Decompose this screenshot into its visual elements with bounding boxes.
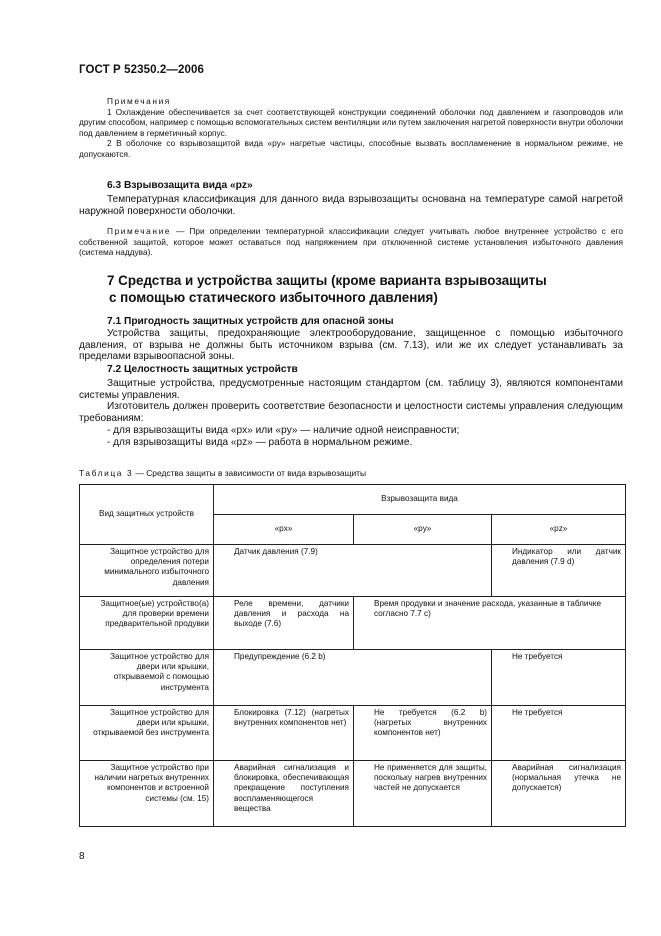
note-text: — При определении температурной классификации следует учитывать любое внутреннее устройство с его собственной защитой, которое может оставаться под напряжением при отключенной системе установления избыточного давления (система наддува).: [79, 226, 623, 258]
note-label: Примечание: [107, 226, 172, 236]
section-7-1-text: Устройства защиты, предохраняющие электрооборудование, защищенное с помощью избыточного давления, от взрыва не должны быть источником взрыва (см. 7.13), или же их следует устанавливать за пределами взрывоопасной зоны.: [79, 328, 623, 363]
note-1: 1 Охлаждение обеспечивается за счет соответствующей конструкции соединений оболочки под давлением и газопроводов или другим способом, например с помощью вспомогательных систем вентиляции или путем заключения нагретой поверхности внутри оболочки под давлением в герметичный корпус.: [79, 106, 623, 138]
section-7-1-heading: 7.1 Пригодность защитных устройств для опасной зоны: [107, 316, 394, 327]
note-2: 2 В оболочке со взрывозащитой вида «py» нагретые частицы, способные вызвать воспламенение в нормальном режиме, не допускаются.: [79, 138, 623, 159]
notes-top: [79, 96, 623, 160]
section-7-2-text: Защитные устройства, предусмотренные настоящим стандартом (см. таблицу 3), являются компонентами системы управления. Изготовитель должен проверить соответствие безопасности и целостности системы управления следующим требованиям: - для взрывозащиты вида «px» или «py» — наличие одной неисправности; - для взрывозащиты вида «pz» — работа в нормальном режиме.: [79, 378, 623, 448]
requirement-item-1: - для взрывозащиты вида «px» или «py» — наличие одной неисправности;: [107, 424, 460, 436]
header-px: «px»: [214, 515, 354, 545]
table-caption: Таблица 3 — Средства защиты в зависимости от вида взрывозащиты: [79, 468, 366, 478]
table-row: Защитное устройство для двери или крышки, открываемой с помощью инструмента Предупреждение (6.2 b) Не требуется: [80, 650, 626, 706]
table-row: Защитное устройство при наличии нагретых внутренних компонентов и встроенной системы (см. 15) Аварийная сигнализация и блокировка, обеспечивающая прекращение поступления воспламеняющегося вещества Не применяется для защиты, поскольку нагрев внутренних частей не допускается Аварийная сигнализация (нормальная утечка не допускается): [80, 761, 626, 827]
section-7-heading: 7 Средства и устройства защиты (кроме варианта взрывозащиты с помощью статического избыточного давления): [107, 273, 547, 305]
section-6-3-text: Температурная классификация для данного вида взрывозащиты основана на температуре самой нагретой наружной поверхности оболочки.: [79, 194, 623, 217]
header-pz: «pz»: [492, 515, 626, 545]
header-py: «py»: [354, 515, 492, 545]
section-6-3-heading: 6.3 Взрывозащита вида «pz»: [107, 180, 253, 191]
page-number: 8: [79, 851, 85, 862]
protection-table: [79, 484, 626, 827]
header-protection-type: Взрывозащита вида: [214, 485, 626, 515]
section-6-3-note: [79, 226, 623, 258]
requirement-item-2: - для взрывозащиты вида «pz» — работа в нормальном режиме.: [107, 436, 413, 448]
header-device-type: Вид защитных устройств: [80, 485, 214, 545]
table-row: Защитное устройство для определения потери минимального избыточного давления Датчик давления (7.9) Индикатор или датчик давления (7.9 d): [80, 545, 626, 597]
section-7-2-heading: 7.2 Целостность защитных устройств: [107, 364, 298, 375]
table-row: Защитное(ые) устройство(а) для проверки времени предварительной продувки Реле времени, датчики давления и расхода на выходе (7.6) Время продувки и значение расхода, указанные в табличке согласно 7.7 с): [80, 597, 626, 650]
table-row: Защитное устройство для двери или крышки, открываемой без инструмента Блокировка (7.12) (нагретых внутренних компонентов нет) Не требуется (6.2 b) (нагретых внутренних компонентов нет) Не требуется: [80, 706, 626, 761]
notes-label: Примечания: [107, 96, 171, 106]
document-header: ГОСТ Р 52350.2—2006: [79, 64, 204, 76]
